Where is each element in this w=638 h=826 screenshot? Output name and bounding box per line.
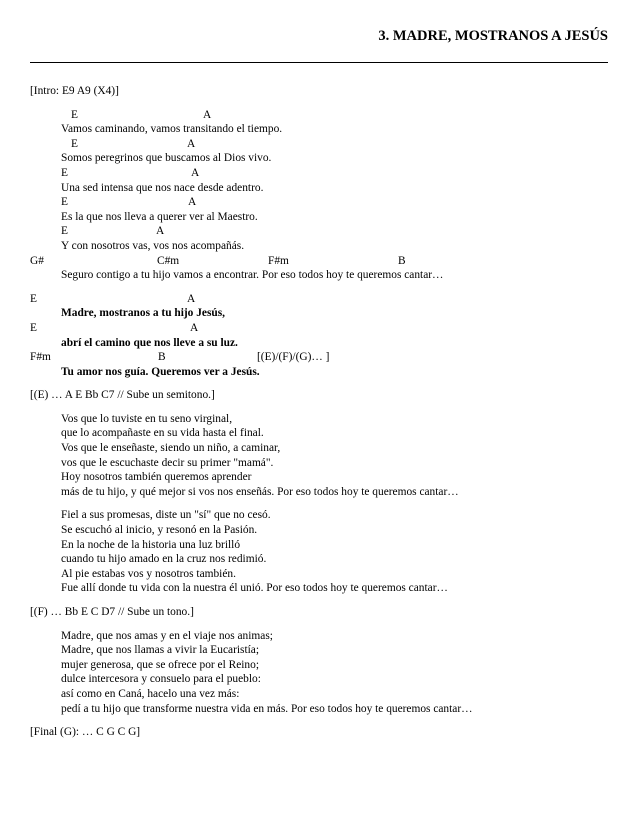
chord: A [187, 137, 196, 150]
lyric-line: Se escuchó al inicio, y resonó en la Pasión. [61, 524, 258, 537]
lyric-line: Fiel a sus promesas, diste un "sí" que no cesó. [61, 509, 271, 522]
chord-line [30, 350, 618, 365]
chord-line [30, 166, 618, 181]
chord-line [30, 321, 618, 336]
lyric-line: Vamos caminando, vamos transitando el tiempo. [61, 123, 283, 136]
chorus-line: abrí el camino que nos lleve a su luz. [61, 336, 238, 349]
chord: E [71, 137, 78, 150]
chord: E [30, 321, 37, 334]
lyric-line: Fue allí donde tu vida con la nuestra él unió. Por eso todos hoy te queremos cantar… [61, 582, 448, 595]
chord: F#m [30, 351, 51, 364]
chord: E [61, 196, 68, 209]
lyric-line: vos que le escuchaste decir su primer "mamá". [61, 456, 274, 469]
song-body [30, 84, 618, 740]
chord: A [187, 292, 196, 305]
modulation-line: [(F) … Bb E C D7 // Sube un tono.] [30, 606, 194, 618]
chord: G# [30, 254, 44, 267]
lyric-line: Es la que nos lleva a querer ver al Maestro. [61, 210, 258, 223]
lyric-line: dulce intercesora y consuelo para el pueblo: [61, 673, 261, 686]
chord-line [30, 195, 618, 210]
lyric-line: Vos que lo tuviste en tu seno virginal, [61, 412, 233, 425]
chord: A [156, 225, 165, 238]
lyric-line: Y con nosotros vas, vos nos acompañás. [61, 239, 245, 252]
chord: A [203, 108, 212, 121]
chord: A [188, 196, 197, 209]
lyric-line: así como en Caná, hacelo una vez más: [61, 687, 240, 700]
chord: E [61, 166, 68, 179]
lyric-line: Vos que le enseñaste, siendo un niño, a caminar, [61, 442, 281, 455]
song-title: 3. MADRE, MOSTRANOS A JESÚS [378, 28, 608, 44]
lyric-line: cuando tu hijo amado en la cruz nos redimió. [61, 553, 267, 566]
lyric-line: que lo acompañaste en su vida hasta el final. [61, 427, 264, 440]
chord-line [30, 292, 618, 307]
lyric-line: Somos peregrinos que buscamos al Dios vivo. [61, 152, 272, 165]
chord-line [30, 254, 618, 269]
chord: E [61, 225, 68, 238]
chord: B [398, 254, 406, 267]
final-line: [Final (G): … C G C G] [30, 726, 141, 739]
lyric-line: Al pie estabas vos y nosotros también. [61, 567, 236, 580]
chord-line [30, 137, 618, 152]
chord-line [30, 108, 618, 123]
chorus-line: Madre, mostranos a tu hijo Jesús, [61, 307, 226, 320]
chord: C#m [157, 254, 180, 267]
lyric-line: Una sed intensa que nos nace desde adentro. [61, 181, 264, 194]
lyric-line: mujer generosa, que se ofrece por el Reino; [61, 658, 259, 671]
chord: A [191, 166, 200, 179]
title-rule [30, 62, 608, 63]
lyric-line: Hoy nosotros también queremos aprender [61, 471, 252, 484]
lyric-line: En la noche de la historia una luz brilló [61, 538, 241, 551]
lyric-line: Madre, que nos amas y en el viaje nos animas; [61, 629, 273, 642]
intro-line: [Intro: E9 A9 (X4)] [30, 85, 119, 97]
lyric-line: pedí a tu hijo que transforme nuestra vida en más. Por eso todos hoy te queremos cantar… [61, 702, 473, 715]
chord: B [158, 351, 166, 364]
chord: F#m [268, 254, 289, 267]
chord: E [71, 108, 78, 121]
chorus-line: Tu amor nos guía. Queremos ver a Jesús. [61, 365, 260, 378]
lyric-line: Madre, que nos llamas a vivir la Eucaristía; [61, 644, 260, 657]
chord-line [30, 224, 618, 239]
modulation-line: [(E) … A E Bb C7 // Sube un semitono.] [30, 389, 215, 402]
chord: E [30, 292, 37, 305]
lyric-line: más de tu hijo, y qué mejor si vos nos enseñás. Por eso todos hoy te queremos cantar… [61, 485, 459, 498]
chord: A [190, 321, 199, 334]
chord: [(E)/(F)/(G)… ] [257, 351, 330, 364]
lyric-line: Seguro contigo a tu hijo vamos a encontrar. Por eso todos hoy te queremos cantar… [61, 269, 444, 282]
